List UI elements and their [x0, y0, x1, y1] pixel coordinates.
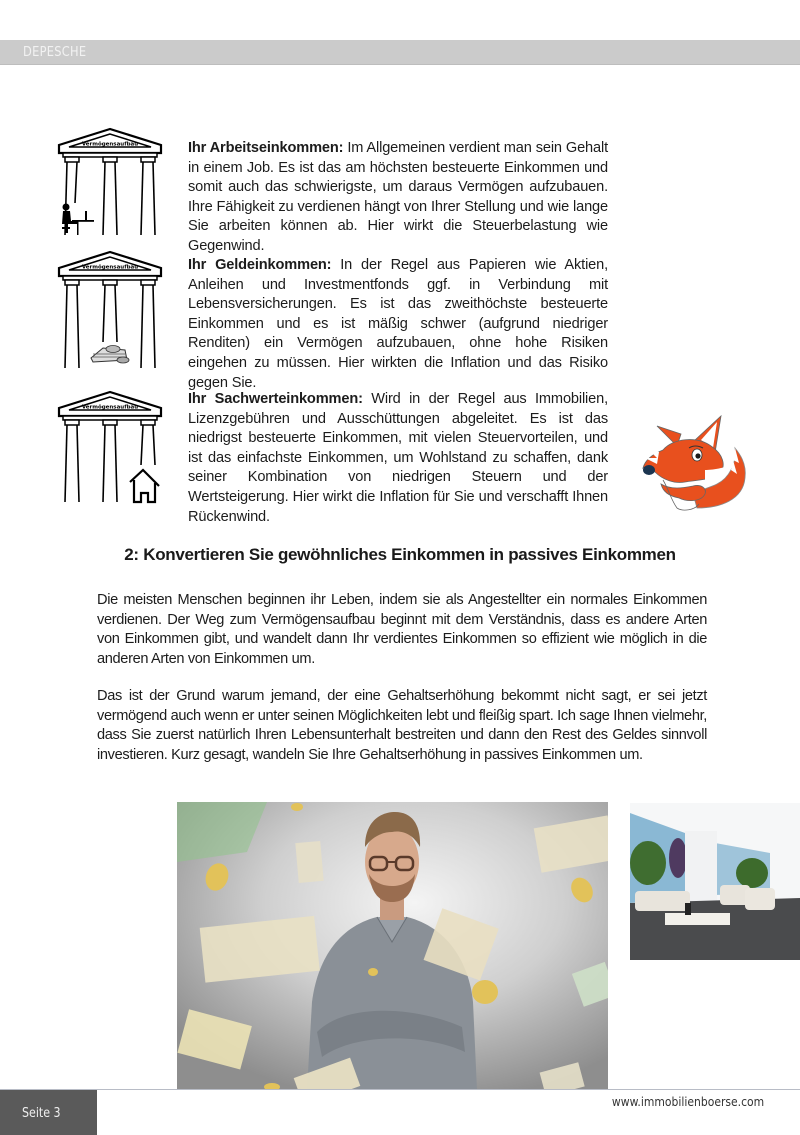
temple-illustration-money [55, 250, 165, 370]
living-room-photo [630, 803, 800, 960]
footer-divider [0, 1089, 800, 1090]
income-type-text: Wird in der Regel aus Immobilien, Lizenzgebühren und Ausschüttungen abgeleitet. Es ist das niedrigst besteuerte Einkommen, mit vielen Steuervorteilen, und ist das einfachste Einkommen, um Wohlstand zu schaffen, dank seiner Kombination von niedrigen Steuern und der Wertsteigerung. Hier wirkt die Inflation für Sie und verschafft Ihnen Rückenwind. [188, 391, 608, 525]
fox-mascot [635, 408, 755, 516]
temple-caption: Vermögensaufbau [81, 404, 139, 411]
worker-at-desk-icon [62, 204, 94, 236]
page-number-box [0, 1090, 97, 1135]
website-link[interactable]: www.immobilienboerse.com [611, 1095, 764, 1109]
section-label: DEPESCHE [23, 45, 87, 60]
temple-icon [55, 390, 165, 505]
income-type-money [188, 256, 608, 393]
temple-caption: Vermögensaufbau [81, 141, 139, 148]
money-stack-icon [91, 346, 129, 364]
header-band [0, 40, 800, 65]
temple-icon [55, 250, 165, 370]
page-number: Seite 3 [22, 1106, 61, 1121]
side-photo [630, 803, 800, 960]
temple-illustration-work [55, 127, 165, 237]
body-paragraph: Das ist der Grund warum jemand, der eine Gehaltserhöhung bekommt nicht sagt, er sei jetzt vermögend auch wenn er unter seinen Möglichkeiten lebt und fleißig spart. Ich sage Ihnen vielmehr, dass Sie zuerst natürlich Ihren Lebensunterhalt bestreiten und dann den Rest des Geldes sinnvoll investieren. Kurz gesagt, wandeln Sie Ihre Gehaltserhöhung in passives Einkommen um. [97, 688, 707, 763]
income-type-title: Ihr Sachwerteinkommen: [188, 391, 363, 407]
income-type-work [188, 139, 608, 257]
temple-illustration-realestate [55, 390, 165, 505]
income-type-text: In der Regel aus Papieren wie Aktien, Anleihen und Investmentfonds ggf. in Verbindung mit Lebensversicherungen. Es ist das zweithöchste besteuerte Einkommen und es ist mäßig schwer (aufgrund niedriger Renditen) ein Vermögen aufzubauen, ohne hohe Risiken eingehen zu müssen. Hier wirkten die Inflation und das Risiko gegen Sie. [188, 257, 608, 391]
income-type-title: Ihr Arbeitseinkommen: [188, 140, 344, 156]
fox-mascot-icon [635, 408, 755, 516]
temple-caption: Vermögensaufbau [81, 264, 139, 271]
income-type-text: Im Allgemeinen verdient man sein Gehalt in einem Job. Es ist das am höchsten besteuerte Einkommen und somit auch das schwierigste, um daraus Vermögen aufzubauen. Ihre Fähigkeit zu verdienen hängt von Ihrer Stellung und wie lange Sie arbeiten können ab. Hier wirkt die Steuerbelastung wie Gegenwind. [188, 140, 608, 254]
body-paragraph: Die meisten Menschen beginnen ihr Leben, indem sie als Angestellter ein normales Einkommen verdienen. Der Weg zum Vermögensaufbau beginnt mit dem Verständnis, dass es andere Arten von Einkommen gibt, und wandelt dann Ihr verdientes Einkommen so effizient wie möglich in die anderen Arten von Einkommen um. [97, 592, 707, 667]
income-type-realestate [188, 390, 608, 527]
income-type-title: Ihr Geldeinkommen: [188, 257, 332, 273]
section-heading: 2: Konvertieren Sie gewöhnliches Einkommen in passives Einkommen [124, 545, 676, 564]
man-with-money-photo [177, 802, 608, 1090]
house-icon [130, 470, 159, 502]
temple-icon [55, 127, 165, 237]
main-photo [177, 802, 608, 1090]
